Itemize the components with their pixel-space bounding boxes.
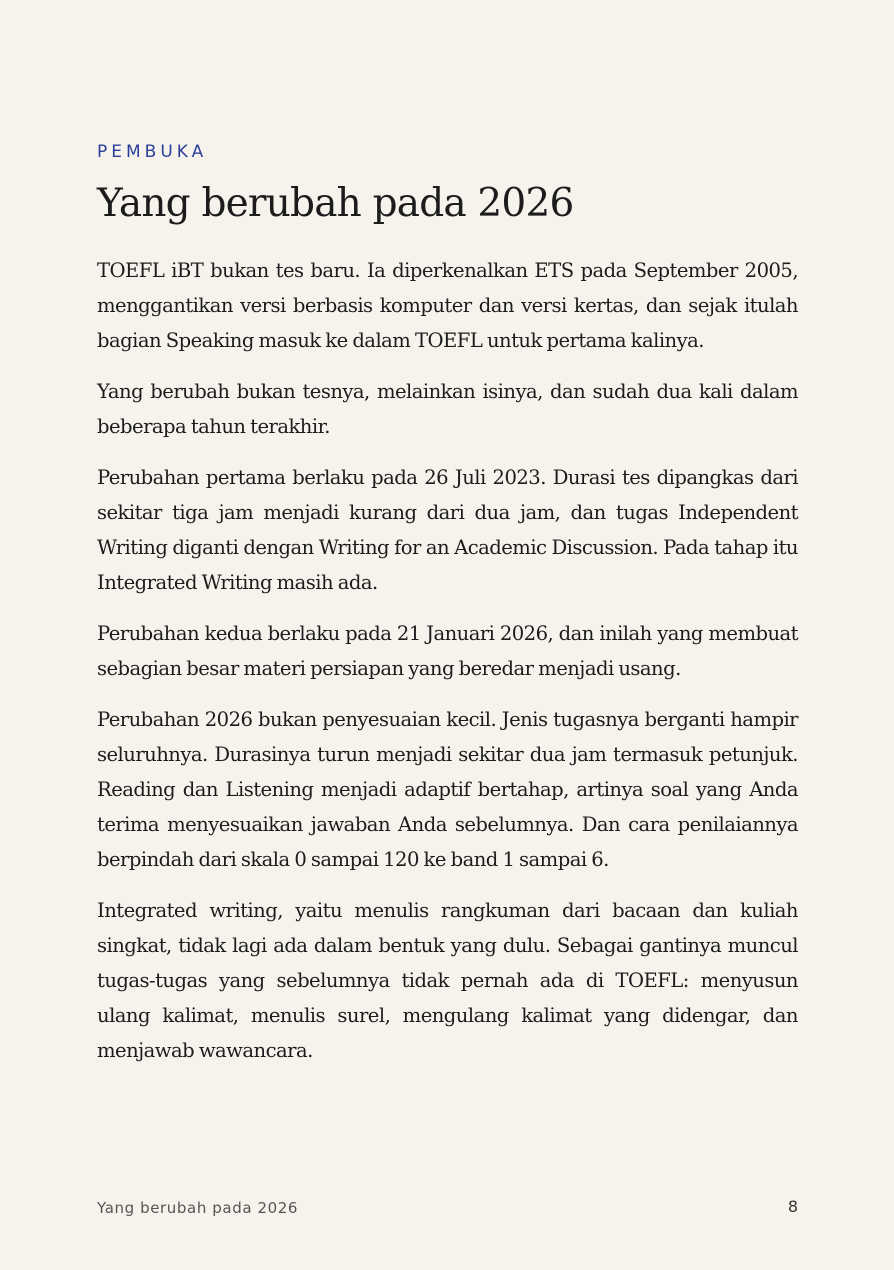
paragraph: Integrated writing, yaitu menulis rangkuman dari bacaan dan kuliah singkat, tidak lagi ada dalam bentuk yang dulu. Sebagai gantinya muncul tugas-tugas yang sebelumnya tidak pernah ada di TOEFL: menyusun ulang kalimat, menulis surel, mengulang kalimat yang didengar, dan menjawab wawancara.: [97, 899, 798, 1062]
book-page: [97, 0, 798, 1270]
chapter-title: Yang berubah pada 2026: [97, 181, 574, 226]
page-number: 8: [787, 1197, 798, 1216]
paragraph: Perubahan pertama berlaku pada 26 Juli 2023. Durasi tes dipangkas dari sekitar tiga jam menjadi kurang dari dua jam, dan tugas Independent Writing diganti dengan Writing for an Academic Discussion. Pada tahap itu Integrated Writing masih ada.: [97, 466, 798, 594]
section-kicker: PEMBUKA: [97, 142, 208, 162]
paragraph: TOEFL iBT bukan tes baru. Ia diperkenalkan ETS pada September 2005, menggantikan versi berbasis komputer dan versi kertas, dan sejak itulah bagian Speaking masuk ke dalam TOEFL untuk pertama kalinya.: [97, 259, 798, 352]
chapter-body: [97, 253, 798, 1084]
running-footer-title: Yang berubah pada 2026: [97, 1199, 299, 1217]
paragraph: Perubahan 2026 bukan penyesuaian kecil. Jenis tugasnya berganti hampir seluruhnya. Durasinya turun menjadi sekitar dua jam termasuk petunjuk. Reading dan Listening menjadi adaptif bertahap, artinya soal yang Anda terima menyesuaikan jawaban Anda sebelumnya. Dan cara penilaiannya berpindah dari skala 0 sampai 120 ke band 1 sampai 6.: [97, 708, 798, 871]
paragraph: Yang berubah bukan tesnya, melainkan isinya, dan sudah dua kali dalam beberapa tahun terakhir.: [97, 380, 798, 438]
paragraph: Perubahan kedua berlaku pada 21 Januari 2026, dan inilah yang membuat sebagian besar materi persiapan yang beredar menjadi usang.: [97, 622, 798, 680]
